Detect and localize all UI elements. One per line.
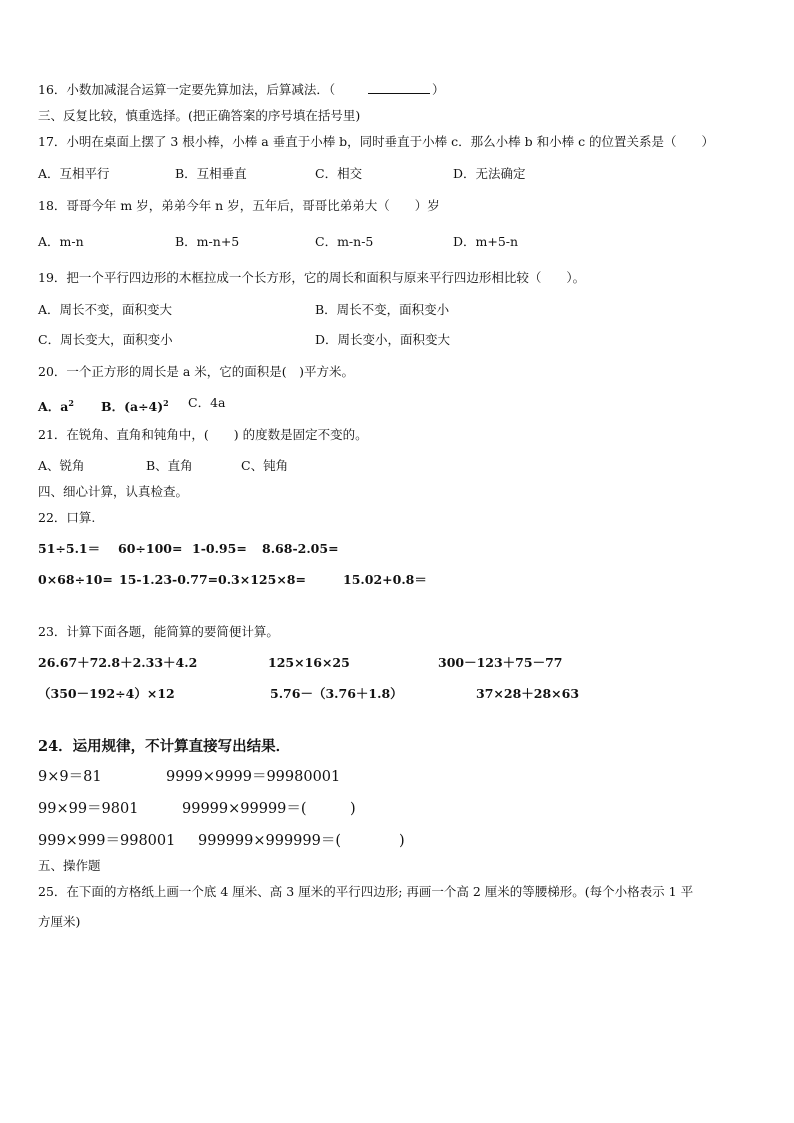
section-4-heading: 四、细心计算，认真检查。 [38,484,189,499]
q23-item: （350－192÷4）×12 [38,686,175,701]
q22-stem: 22．口算. [38,510,96,525]
q20-option-a-exponent: 2 [68,398,74,408]
q24-answer[interactable]: 999999×999999＝( ) [198,833,405,849]
q16-close: ） [432,82,445,97]
q19-option-a[interactable]: A．周长不变，面积变大 [38,302,173,317]
q23-item: 300－123＋75－77 [438,655,563,670]
q20-option-a[interactable] [38,395,74,415]
q18-option-b[interactable]: B．m-n+5 [175,234,240,249]
q20-option-b-exponent: 2 [163,398,169,408]
q23-item: 125×16×25 [268,655,350,670]
q24-given: 9×9＝81 [38,769,102,785]
q16-text: 16．小数加减混合运算一定要先算加法，后算减法．（ [38,82,336,97]
q17-option-c[interactable]: C．相交 [315,166,363,181]
q21-option-c[interactable]: C、钝角 [241,458,289,473]
q22-item: 51÷5.1＝ [38,541,101,556]
q22-item: 15-1.23-0.77= [119,572,219,587]
q23-item: 37×28＋28×63 [476,686,580,701]
q17-option-a[interactable]: A．互相平行 [38,166,110,181]
q19-option-b[interactable]: B．周长不变，面积变小 [315,302,450,317]
q17-option-d[interactable]: D．无法确定 [453,166,526,181]
q25-line1: 25．在下面的方格纸上画一个底 4 厘米、高 3 厘米的平行四边形; 再画一个高 2 厘米的等腰梯形。(每个小格表示 1 平 [38,884,694,899]
q21-option-a[interactable]: A、锐角 [38,458,85,473]
q24-stem: 24．运用规律，不计算直接写出结果． [38,738,291,755]
q20-option-b[interactable] [101,395,169,415]
q24-pattern: 9999×9999＝99980001 [166,769,341,785]
q18-option-c[interactable]: C．m-n-5 [315,234,374,249]
q19-option-c[interactable]: C．周长变大，面积变小 [38,332,173,347]
q24-given: 99×99＝9801 [38,801,139,817]
q16-answer-blank[interactable] [366,82,432,98]
q19-option-d[interactable]: D．周长变小，面积变大 [315,332,451,347]
q20-stem: 20．一个正方形的周长是 a 米，它的面积是( )平方米。 [38,364,355,379]
q17-stem: 17．小明在桌面上摆了 3 根小棒，小棒 a 垂直于小棒 b，同时垂直于小棒 c．那么小棒 b 和小棒 c 的位置关系是（ ） [38,134,715,149]
q23-item: 5.76－（3.76＋1.8） [270,686,403,701]
section-3-heading: 三、反复比较，慎重选择。(把正确答案的序号填在括号里) [38,108,361,123]
q22-item: 1-0.95= [192,541,247,556]
section-5-heading: 五、操作题 [38,858,101,873]
q21-stem: 21．在锐角、直角和钝角中，( ) 的度数是固定不变的。 [38,427,368,442]
q17-option-b[interactable]: B．互相垂直 [175,166,247,181]
q22-item: 0.3×125×8= [218,572,306,587]
q20-option-a-text: A．a [38,399,69,414]
q22-item: 15.02+0.8＝ [343,572,427,587]
q18-option-d[interactable]: D．m+5-n [453,234,519,249]
q18-stem: 18．哥哥今年 m 岁，弟弟今年 n 岁，五年后，哥哥比弟弟大（ ）岁 [38,198,440,213]
q19-stem: 19．把一个平行四边形的木框拉成一个长方形，它的周长和面积与原来平行四边形相比较（ ）。 [38,270,586,285]
q23-item: 26.67＋72.8＋2.33＋4.2 [38,655,198,670]
q21-option-b[interactable]: B、直角 [146,458,193,473]
q23-stem: 23．计算下面各题，能简算的要简便计算。 [38,624,279,639]
q24-given: 999×999＝998001 [38,833,176,849]
q24-answer[interactable]: 99999×99999＝( ) [182,801,356,817]
q22-item: 0×68÷10= [38,572,113,587]
q22-item: 8.68-2.05= [262,541,339,556]
q20-option-c[interactable]: C．4a [188,395,226,410]
q22-item: 60÷100= [118,541,183,556]
q20-option-b-text: B．(a÷4) [101,399,164,414]
q18-option-a[interactable]: A．m-n [38,234,84,249]
q25-line2: 方厘米) [38,914,81,929]
